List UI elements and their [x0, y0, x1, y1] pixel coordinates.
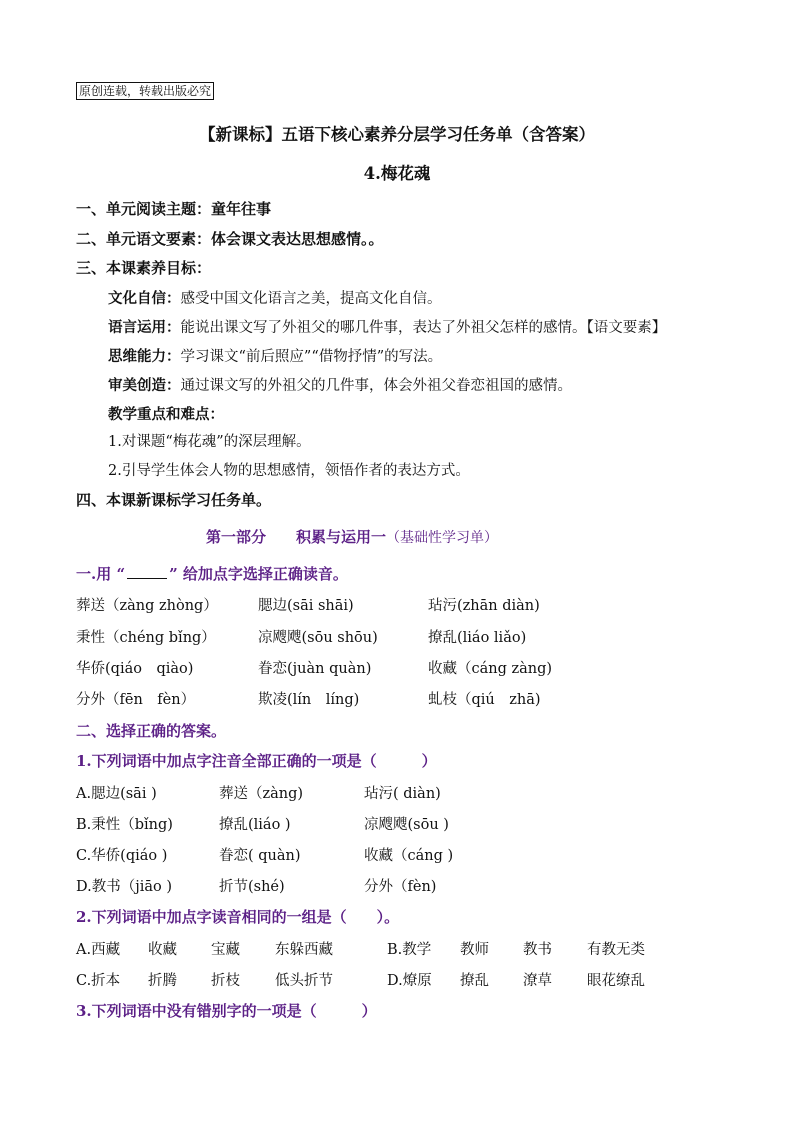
option-row — [0, 844, 794, 866]
pinyin-item: 分外（fēn fèn） — [76, 692, 196, 708]
pinyin-item: 葬送（zàng zhòng） — [76, 598, 218, 614]
part1-title — [206, 526, 498, 547]
key-points-title: 教学重点和难点： — [108, 406, 224, 423]
pinyin-item: 眷恋(juàn quàn) — [258, 661, 372, 677]
pinyin-item: 玷污(zhān diàn) — [428, 598, 540, 614]
section-task-list: 四、本课新课标学习任务单。 — [76, 491, 272, 509]
q1-title — [76, 563, 348, 584]
pinyin-item: 秉性（chéng bǐng） — [76, 630, 216, 646]
section-reading-theme: 一、单元阅读主题：童年往事 — [76, 200, 272, 218]
goal-aesthetic — [108, 374, 572, 395]
option-row — [0, 875, 794, 897]
option-row — [0, 782, 794, 804]
pinyin-item: 华侨(qiáo qiào) — [76, 661, 194, 677]
copyright-stamp: 原创连载，转载出版必究 — [76, 82, 214, 100]
option-item: 收藏（cáng ) — [364, 848, 454, 864]
q1-row — [0, 688, 794, 710]
option-item: B.秉性（bǐng) — [76, 817, 173, 833]
q1-suffix: ” 给加点字选择正确读音。 — [169, 565, 348, 583]
q1-row — [0, 594, 794, 616]
pinyin-item: 腮边(sāi shāi) — [258, 598, 354, 614]
lesson-title: 4.梅花魂 — [363, 164, 431, 183]
option-row — [0, 813, 794, 835]
option-item: B.教学 — [387, 942, 432, 958]
option-item: C.折本 — [76, 973, 121, 989]
option-item: 有教无类 — [587, 942, 645, 958]
option-item: A.西藏 — [76, 942, 121, 958]
pinyin-item: 虬枝（qiú zhā) — [428, 692, 541, 708]
pinyin-item: 收藏（cáng zàng) — [428, 661, 553, 677]
document-title: 【新课标】五语下核心素养分层学习任务单（含答案） — [199, 125, 595, 144]
goal-text: 感受中国文化语言之美，提高文化自信。 — [180, 291, 442, 307]
option-row — [0, 969, 794, 991]
option-item: 潦草 — [523, 973, 552, 989]
goal-text: 通过课文写的外祖父的几件事，体会外祖父眷恋祖国的感情。 — [180, 378, 572, 394]
key-point-2: 2.引导学生体会人物的思想感情，领悟作者的表达方式。 — [108, 463, 470, 479]
q2-sub2: 2.下列词语中加点字读音相同的一组是（ ）。 — [76, 908, 400, 926]
goal-label: 审美创造： — [108, 377, 181, 394]
goal-label: 文化自信： — [108, 290, 181, 307]
answer-blank — [127, 566, 167, 579]
goal-thinking — [108, 345, 442, 366]
option-item: C.华侨(qiáo ) — [76, 848, 168, 864]
pinyin-item: 欺凌(lín líng) — [258, 692, 360, 708]
goal-label: 思维能力： — [108, 348, 181, 365]
key-point-1: 1.对课题“梅花魂”的深层理解。 — [108, 434, 311, 450]
q2-title: 二、选择正确的答案。 — [76, 722, 227, 740]
goal-culture — [108, 287, 442, 308]
q2-sub1: 1.下列词语中加点字注音全部正确的一项是（ ） — [76, 752, 437, 770]
q1-row — [0, 657, 794, 679]
option-item: 分外（fèn) — [364, 879, 437, 895]
option-item: D.燎原 — [387, 973, 432, 989]
option-item: 教师 — [460, 942, 489, 958]
option-item: 葬送（zàng) — [219, 786, 304, 802]
q2-sub3: 3.下列词语中没有错别字的一项是（ ） — [76, 1002, 377, 1020]
option-item: 折枝 — [211, 973, 240, 989]
goal-label: 语言运用： — [108, 319, 181, 336]
option-item: A.腮边(sāi ) — [76, 786, 157, 802]
goal-text: 学习课文“前后照应”“借物抒情”的写法。 — [180, 349, 443, 365]
option-item: 眼花缭乱 — [587, 973, 645, 989]
option-row — [0, 938, 794, 960]
option-item: 低头折节 — [275, 973, 333, 989]
pinyin-item: 凉飕飕(sōu shōu) — [258, 630, 378, 646]
q1-prefix: 一.用 “ — [76, 565, 126, 583]
pinyin-item: 撩乱(liáo liǎo) — [428, 630, 527, 646]
option-item: D.教书（jiāo ) — [76, 879, 172, 895]
option-item: 东躲西藏 — [275, 942, 333, 958]
option-item: 眷恋( quàn) — [219, 848, 301, 864]
part1-note: （基础性学习单） — [386, 530, 499, 546]
option-item: 宝藏 — [211, 942, 240, 958]
q1-row — [0, 626, 794, 648]
option-item: 玷污( diàn) — [364, 786, 441, 802]
option-item: 撩乱 — [460, 973, 489, 989]
section-goals: 三、本课素养目标： — [76, 259, 212, 277]
option-item: 折腾 — [148, 973, 177, 989]
option-item: 收藏 — [148, 942, 177, 958]
option-item: 凉飕飕(sōu ) — [364, 817, 449, 833]
option-item: 折节(shé) — [219, 879, 285, 895]
goal-language — [108, 316, 666, 337]
option-item: 教书 — [523, 942, 552, 958]
part1-heading: 第一部分 积累与运用一 — [206, 528, 387, 546]
goal-text: 能说出课文写了外祖父的哪几件事，表达了外祖父怎样的感情。【语文要素】 — [180, 320, 667, 336]
section-language-elements: 二、单元语文要素：体会课文表达思想感情。。 — [76, 230, 384, 248]
option-item: 撩乱(liáo ) — [219, 817, 291, 833]
